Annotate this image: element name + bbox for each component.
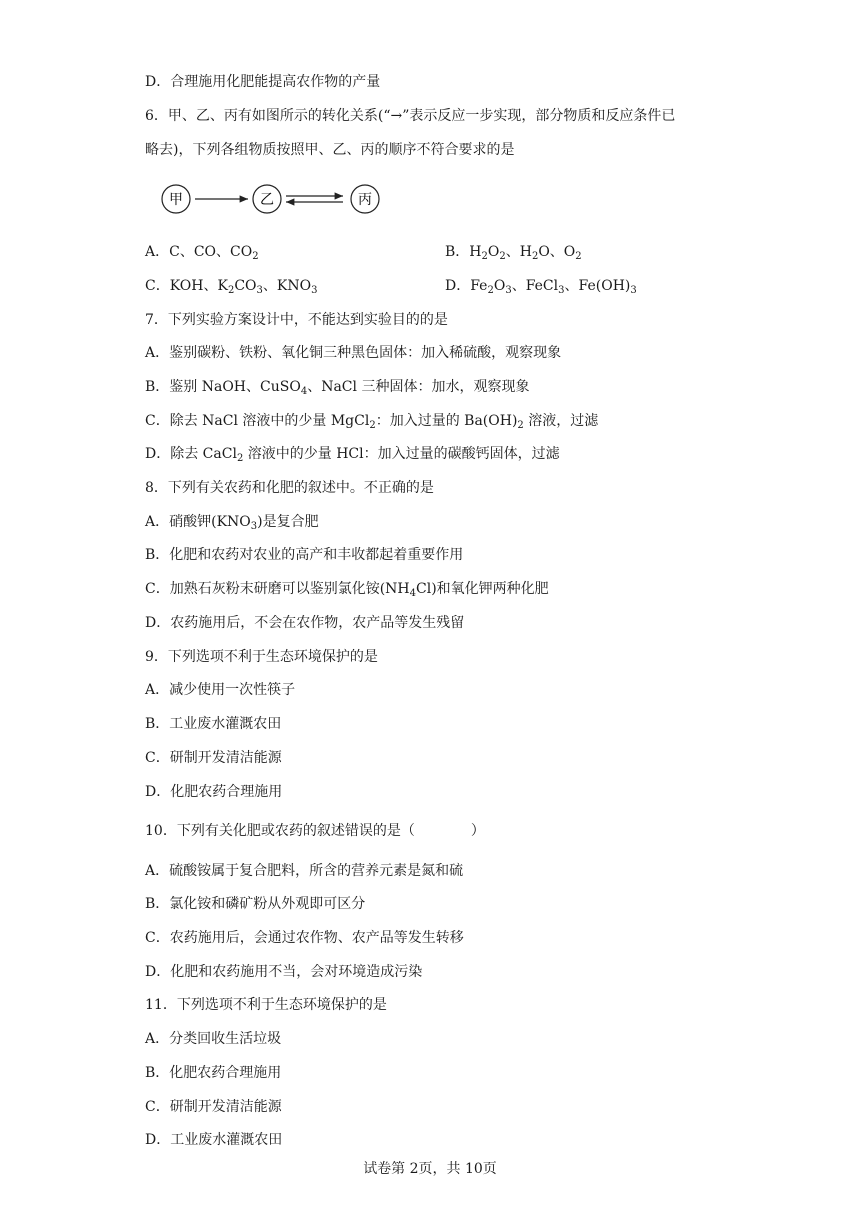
q9-option-c: C．研制开发清洁能源 bbox=[145, 750, 282, 766]
q8-stem: 8．下列有关农药和化肥的叙述中。不正确的是 bbox=[145, 480, 434, 496]
q10-option-a: A．硫酸铵属于复合肥料，所含的营养元素是氮和硫 bbox=[145, 863, 464, 879]
q7-option-b: B．鉴别 NaOH、CuSO$_4$、NaCl 三种固体：加水，观察现象 bbox=[145, 379, 530, 397]
q11-option-b: B．化肥农药合理施用 bbox=[145, 1065, 282, 1081]
q9-stem: 9．下列选项不利于生态环境保护的是 bbox=[145, 649, 378, 665]
q8-option-d: D．农药施用后，不会在农作物，农产品等发生残留 bbox=[145, 615, 465, 631]
q7-option-d: D．除去 CaCl$_2$ 溶液中的少量 HCl：加入过量的碳酸钙固体，过滤 bbox=[145, 446, 560, 464]
q6-option-d: D．$Fe_2O_3$、FeCl$_3$、$Fe(OH)_3$ bbox=[445, 278, 637, 296]
node-jia-label: 甲 bbox=[169, 192, 183, 208]
q6-option-a: A．C、CO、$CO_2$ bbox=[145, 244, 259, 262]
node-yi-label: 乙 bbox=[260, 192, 274, 208]
q6-stem-line1: 6．甲、乙、丙有如图所示的转化关系(“→”表示反应一步实现，部分物质和反应条件已 bbox=[145, 108, 676, 124]
q5-option-d: D．合理施用化肥能提高农作物的产量 bbox=[145, 74, 381, 90]
q11-option-c: C．研制开发清洁能源 bbox=[145, 1099, 282, 1115]
q7-stem: 7．下列实验方案设计中，不能达到实验目的的是 bbox=[145, 312, 448, 328]
q6-option-b: B．$H_2O_2$、$H_2O$、$O_2$ bbox=[445, 244, 582, 262]
q11-option-a: A．分类回收生活垃圾 bbox=[145, 1031, 282, 1047]
q10-stem: 10．下列有关化肥或农药的叙述错误的是（ ） bbox=[145, 823, 485, 839]
q10-option-d: D．化肥和农药施用不当，会对环境造成污染 bbox=[145, 964, 423, 980]
q11-option-d: D．工业废水灌溉农田 bbox=[145, 1132, 283, 1148]
q6-stem-line2: 略去)，下列各组物质按照甲、乙、丙的顺序不符合要求的是 bbox=[145, 142, 515, 158]
q10-option-c: C．农药施用后，会通过农作物、农产品等发生转移 bbox=[145, 930, 464, 946]
q10-option-b: B．氯化铵和磷矿粉从外观即可区分 bbox=[145, 896, 366, 912]
q9-option-b: B．工业废水灌溉农田 bbox=[145, 716, 282, 732]
q6-option-c: C．KOH、$K_2CO_3$、$KNO_3$ bbox=[145, 278, 318, 296]
q8-option-a: A．硝酸钾$(KNO_3)$是复合肥 bbox=[145, 514, 319, 532]
node-bing-label: 丙 bbox=[358, 192, 372, 208]
q9-option-a: A．减少使用一次性筷子 bbox=[145, 682, 296, 698]
conversion-diagram bbox=[160, 183, 400, 215]
q8-option-c: C．加熟石灰粉末研磨可以鉴别氯化铵$(NH_4Cl)$和氧化钾两种化肥 bbox=[145, 581, 549, 599]
q7-option-a: A．鉴别碳粉、铁粉、氧化铜三种黑色固体：加入稀硫酸，观察现象 bbox=[145, 345, 562, 361]
q8-option-b: B．化肥和农药对农业的高产和丰收都起着重要作用 bbox=[145, 547, 464, 563]
q7-option-c: C．除去 NaCl 溶液中的少量 MgCl$_2$：加入过量的 $Ba(OH)_2$ 溶液，过滤 bbox=[145, 413, 599, 431]
q9-option-d: D．化肥农药合理施用 bbox=[145, 784, 283, 800]
q11-stem: 11．下列选项不利于生态环境保护的是 bbox=[145, 997, 387, 1013]
page-footer: 试卷第 2页，共 10页 bbox=[363, 1161, 497, 1177]
